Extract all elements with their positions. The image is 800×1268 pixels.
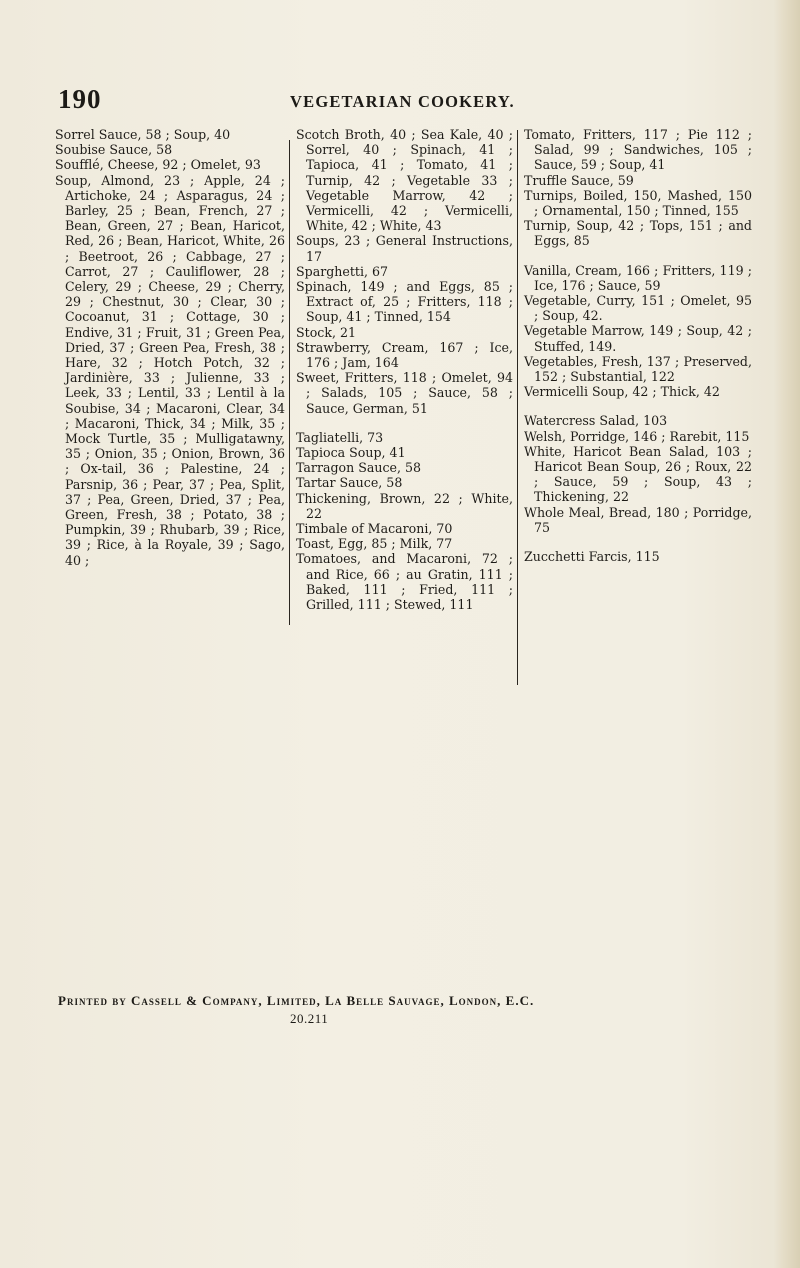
printer-imprint: Printed by Cassell & Company, Limited, La Belle Sauvage, London, E.C. bbox=[58, 993, 535, 1008]
index-entry: Vegetables, Fresh, 137 ; Preserved, 152 ; Substantial, 122 bbox=[524, 353, 752, 385]
index-entry: Tomatoes, and Macaroni, 72 ; and Rice, 66 ; au Gratin, 111 ; Baked, 111 ; Fried, 111 ; Grilled, 111 ; Stewed, 111 bbox=[296, 551, 513, 613]
index-column-3 bbox=[524, 127, 752, 564]
section-gap bbox=[524, 535, 752, 549]
index-entry: Stock, 21 bbox=[296, 324, 356, 340]
section-gap bbox=[524, 399, 752, 413]
index-entry: Tagliatelli, 73 bbox=[296, 429, 384, 445]
column-divider-2 bbox=[517, 130, 518, 685]
page-number: 190 bbox=[58, 84, 102, 114]
index-entry: Timbale of Macaroni, 70 bbox=[296, 521, 453, 537]
index-entry: Truffle Sauce, 59 bbox=[524, 172, 634, 188]
index-entry: Soup, Almond, 23 ; Apple, 24 ; Artichoke, 24 ; Asparagus, 24 ; Barley, 25 ; Bean, French, 27 ; Bean, Green, 27 ; Bean, Haricot, Red, 26 ; Bean, Haricot, White, 26 ; Beetroot, 26 ; Cabbage, 27 ; Carrot, 27 ; Cauliflower, 28 ; Celery, 29 ; Cheese, 29 ; Cherry, 29 ; Chestnut, 30 ; Clear, 30 ; Cocoanut, 31 ; Cottage, 30 ; Endive, 31 ; Fruit, 31 ; Green Pea, Dried, 37 ; Green Pea, Fresh, 38 ; Hare, 32 ; Hotch Potch, 32 ; Jardinière, 33 ; Julienne, 33 ; Leek, 33 ; Lentil, 33 ; Lentil à la Soubise, 34 ; Macaroni, Clear, 34 ; Macaroni, Thick, 34 ; Milk, 35 ; Mock Turtle, 35 ; Mulligatawny, 35 ; Onion, 35 ; Onion, Brown, 36 ; Ox-tail, 36 ; Palestine, 24 ; Parsnip, 36 ; Pear, 37 ; Pea, Split, 37 ; Pea, Green, Dried, 37 ; Pea, Green, Fresh, 38 ; Potato, 38 ; Pumpkin, 39 ; Rhubarb, 39 ; Rice, 39 ; Rice, à la Royale, 39 ; Sago, 40 ; bbox=[55, 172, 285, 568]
section-gap bbox=[524, 249, 752, 263]
section-gap bbox=[296, 416, 513, 430]
index-entry: Tomato, Fritters, 117 ; Pie 112 ; Salad, 99 ; Sandwiches, 105 ; Sauce, 59 ; Soup, 41 bbox=[524, 127, 752, 173]
index-entry: Soups, 23 ; General Instructions, 17 bbox=[296, 233, 513, 264]
index-column-1 bbox=[55, 127, 285, 568]
index-entry: Strawberry, Cream, 167 ; Ice, 176 ; Jam, 164 bbox=[296, 339, 513, 371]
index-entry: Spinach, 149 ; and Eggs, 85 ; Extract of, 25 ; Fritters, 118 ; Soup, 41 ; Tinned, 154 bbox=[296, 279, 513, 325]
column-divider-1 bbox=[289, 140, 290, 625]
index-entry: Soufflé, Cheese, 92 ; Omelet, 93 bbox=[55, 157, 261, 173]
index-entry: Soubise Sauce, 58 bbox=[55, 142, 173, 158]
index-entry: Turnips, Boiled, 150, Mashed, 150 ; Ornamental, 150 ; Tinned, 155 bbox=[524, 187, 752, 219]
index-entry: Vegetable Marrow, 149 ; Soup, 42 ; Stuffed, 149. bbox=[524, 323, 752, 354]
index-entry: Tapioca Soup, 41 bbox=[296, 445, 406, 461]
index-entry: Scotch Broth, 40 ; Sea Kale, 40 ; Sorrel, 40 ; Spinach, 41 ; Tapioca, 41 ; Tomato, 41 ; Turnip, 42 ; Vegetable 33 ; Vegetable Marrow, 42 ; Vermicelli, 42 ; Vermicelli, White, 42 ; White, 43 bbox=[296, 127, 513, 234]
index-entry: Vegetable, Curry, 151 ; Omelet, 95 ; Soup, 42. bbox=[524, 293, 752, 324]
index-entry: Whole Meal, Bread, 180 ; Porridge, 75 bbox=[524, 504, 752, 535]
index-entry: Vanilla, Cream, 166 ; Fritters, 119 ; Ice, 176 ; Sauce, 59 bbox=[524, 262, 752, 293]
index-entry: Vermicelli Soup, 42 ; Thick, 42 bbox=[524, 384, 720, 400]
index-entry: Welsh, Porridge, 146 ; Rarebit, 115 bbox=[524, 428, 750, 444]
index-entry: Zucchetti Farcis, 115 bbox=[524, 549, 660, 565]
index-entry: Tarragon Sauce, 58 bbox=[296, 460, 422, 476]
index-entry: Turnip, Soup, 42 ; Tops, 151 ; and Eggs, 85 bbox=[524, 218, 752, 249]
running-title: VEGETARIAN COOKERY. bbox=[290, 92, 515, 111]
index-entry: Toast, Egg, 85 ; Milk, 77 bbox=[296, 536, 453, 552]
index-entry: Watercress Salad, 103 bbox=[524, 413, 668, 429]
index-entry: White, Haricot Bean Salad, 103 ; Haricot Bean Soup, 26 ; Roux, 22 ; Sauce, 59 ; Soup, 43 ; Thickening, 22 bbox=[524, 443, 752, 505]
page-edge-shadow bbox=[774, 0, 800, 1268]
print-code: 20.211 bbox=[290, 1011, 329, 1026]
index-entry: Sorrel Sauce, 58 ; Soup, 40 bbox=[55, 127, 231, 142]
index-entry: Thickening, Brown, 22 ; White, 22 bbox=[296, 490, 513, 521]
index-column-2 bbox=[296, 127, 513, 612]
index-entry: Sweet, Fritters, 118 ; Omelet, 94 ; Salads, 105 ; Sauce, 58 ; Sauce, German, 51 bbox=[296, 370, 513, 416]
index-entry: Sparghetti, 67 bbox=[296, 263, 389, 279]
index-entry: Tartar Sauce, 58 bbox=[296, 475, 403, 491]
